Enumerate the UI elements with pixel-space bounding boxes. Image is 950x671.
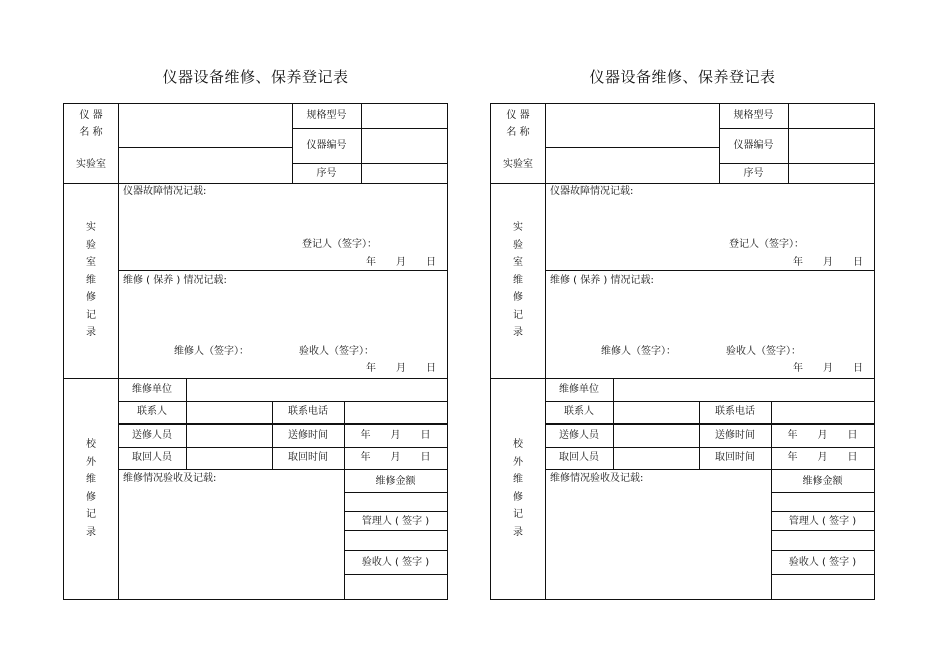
contact-person-label: 联系人	[137, 406, 167, 417]
sender-label: 送修人员	[559, 430, 599, 441]
contact-phone-label: 联系电话	[288, 406, 328, 417]
date-label: 年 月 日	[793, 257, 863, 268]
date-label: 年 月 日	[366, 363, 436, 374]
registrant-sign-label: 登记人（签字）：	[302, 239, 377, 250]
spec-model-label: 规格型号	[306, 110, 347, 121]
repair-amount-label: 维修金额	[375, 476, 416, 487]
registrant-sign-label: 登记人（签字）：	[729, 239, 804, 250]
sender-label: 送修人员	[132, 430, 172, 441]
instrument-name-label-1: 仪 器	[79, 110, 103, 121]
serial-no-label: 序号	[743, 168, 764, 179]
acceptance-record-label: 维修情况验收及记载:	[123, 473, 217, 484]
spec-model-label: 规格型号	[733, 110, 774, 121]
repair-unit-label: 维修单位	[559, 384, 599, 395]
date-label: 年 月 日	[360, 452, 431, 463]
instrument-name-label-2: 名 称	[506, 127, 530, 138]
form-title: 仪器设备维修、保养登记表	[589, 68, 776, 86]
retrieve-time-label: 取回时间	[288, 452, 328, 463]
external-repair-record-label: 校外维修记录	[513, 439, 523, 538]
fault-record-label: 仪器故障情况记载:	[550, 186, 634, 197]
manager-sign-label: 管理人 ( 签字 )	[788, 516, 857, 527]
send-time-label: 送修时间	[715, 430, 755, 441]
acceptor-sign-label-2: 验收人 ( 签字 )	[361, 557, 430, 568]
acceptor-sign-label: 验收人（签字）：	[726, 346, 801, 357]
instrument-no-label: 仪器编号	[306, 140, 347, 151]
instrument-name-label-2: 名 称	[79, 127, 103, 138]
date-label: 年 月 日	[366, 257, 436, 268]
contact-phone-label: 联系电话	[715, 406, 755, 417]
date-label: 年 月 日	[787, 452, 858, 463]
manager-sign-label: 管理人 ( 签字 )	[361, 516, 430, 527]
repairer-sign-label: 维修人（签字）：	[601, 346, 676, 357]
acceptor-sign-label-2: 验收人 ( 签字 )	[788, 557, 857, 568]
contact-person-label: 联系人	[564, 406, 594, 417]
repair-record-label: 维修 ( 保养 ) 情况记载:	[550, 275, 654, 286]
repair-amount-label: 维修金额	[802, 476, 843, 487]
fault-record-label: 仪器故障情况记载:	[123, 186, 207, 197]
retriever-label: 取回人员	[559, 452, 599, 463]
instrument-no-label: 仪器编号	[733, 140, 774, 151]
lab-label: 实验室	[503, 159, 533, 170]
form-table	[63, 103, 448, 600]
serial-no-label: 序号	[316, 168, 337, 179]
form-title: 仪器设备维修、保养登记表	[162, 68, 349, 86]
retrieve-time-label: 取回时间	[715, 452, 755, 463]
repairer-sign-label: 维修人（签字）：	[174, 346, 249, 357]
lab-label: 实验室	[76, 159, 106, 170]
form-table	[490, 103, 875, 600]
retriever-label: 取回人员	[132, 452, 172, 463]
acceptor-sign-label: 验收人（签字）：	[299, 346, 374, 357]
external-repair-record-label: 校外维修记录	[86, 439, 96, 538]
send-time-label: 送修时间	[288, 430, 328, 441]
date-label: 年 月 日	[787, 430, 858, 441]
instrument-name-label-1: 仪 器	[506, 110, 530, 121]
date-label: 年 月 日	[360, 430, 431, 441]
date-label: 年 月 日	[793, 363, 863, 374]
repair-unit-label: 维修单位	[132, 384, 172, 395]
lab-repair-record-label: 实验室维修记录	[513, 222, 523, 338]
lab-repair-record-label: 实验室维修记录	[86, 222, 96, 338]
repair-record-label: 维修 ( 保养 ) 情况记载:	[123, 275, 227, 286]
acceptance-record-label: 维修情况验收及记载:	[550, 473, 644, 484]
